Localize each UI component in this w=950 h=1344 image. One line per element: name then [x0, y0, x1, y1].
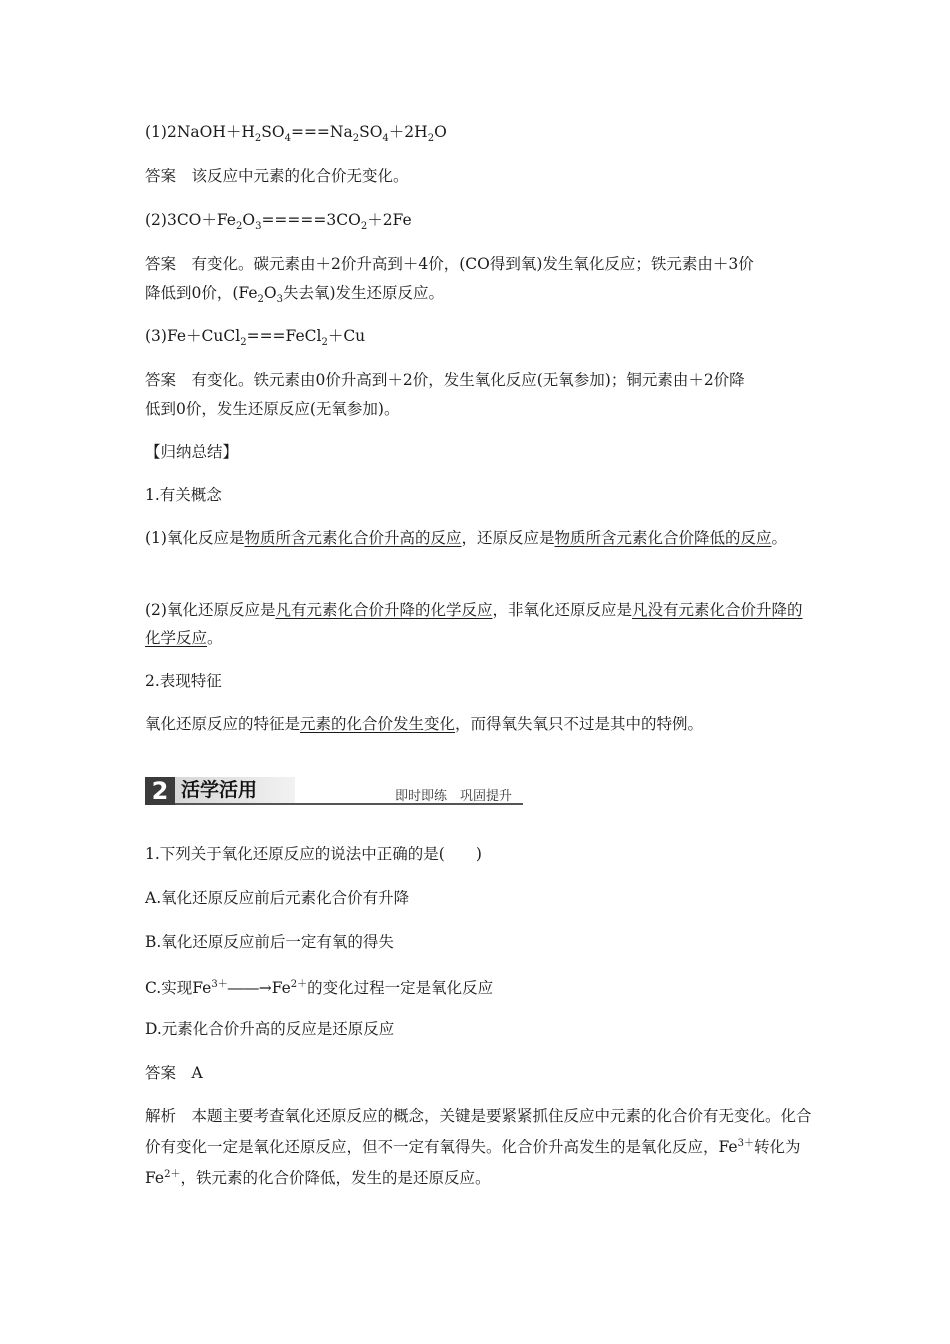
answer-2-line-1: 答案 有变化。碳元素由＋2价升高到＋4价，(CO得到氧)发生氧化反应；铁元素由＋3价	[145, 255, 754, 273]
features-heading: 2.表现特征	[145, 672, 222, 690]
concepts-heading: 1.有关概念	[145, 486, 222, 504]
concept-paragraph-2: (2)氧化还原反应是凡有元素化合价升降的化学反应，非氧化还原反应是凡没有元素化合价升降的化学反应。	[145, 601, 803, 647]
answer-3-line-1: 答案 有变化。铁元素由0价升高到＋2价，发生氧化反应(无氧参加)；铜元素由＋2价降	[145, 371, 745, 389]
question-answer: 答案 A	[145, 1064, 203, 1082]
equation-3: (3)Fe＋CuCl$_2$===FeCl$_2$＋Cu	[145, 327, 366, 349]
question-stem: 1.下列关于氧化还原反应的说法中正确的是( )	[145, 845, 482, 863]
section-subtitle: 即时即练 巩固提升	[395, 789, 513, 804]
option-b: B.氧化还原反应前后一定有氧的得失	[145, 933, 394, 951]
section-number-badge: 2	[145, 777, 175, 805]
answer-3-line-2: 低到0价，发生还原反应(无氧参加)。	[145, 400, 400, 418]
section-banner	[145, 777, 525, 807]
equation-1: $(1)2NaOH+H_2SO_4===Na_2SO_4+2H_2O$	[145, 123, 447, 145]
summary-heading: 【归纳总结】	[145, 443, 239, 461]
answer-1: 答案 该反应中元素的化合价无变化。	[145, 167, 409, 185]
option-a: A.氧化还原反应前后元素化合价有升降	[145, 889, 410, 907]
concept-paragraph-1: (1)氧化反应是物质所含元素化合价升高的反应，还原反应是物质所含元素化合价降低的反应。	[145, 529, 788, 547]
option-c: C.实现$Fe^{3+}――\to Fe^{2+}$的变化过程一定是氧化反应	[145, 979, 494, 998]
option-d: D.元素化合价升高的反应是还原反应	[145, 1020, 395, 1038]
section-title: 活学活用	[181, 779, 258, 801]
question-analysis: 解析 本题主要考查氧化还原反应的概念，关键是要紧紧抓住反应中元素的化合价有无变化。化合价有变化一定是氧化还原反应，但不一定有氧得失。化合价升高发生的是氧化反应，$Fe^{3+}$转化为$Fe^{2+}$，铁元素的化合价降低，发生的是还原反应。	[145, 1107, 812, 1188]
equation-2: $(2)3CO+Fe_2O_3=====3CO_2+2Fe$	[145, 211, 412, 233]
features-paragraph: 氧化还原反应的特征是元素的化合价发生变化，而得氧失氧只不过是其中的特例。	[145, 715, 704, 733]
answer-2-line-2: 降低到0价，($Fe_2O_3$失去氧)发生还原反应。	[145, 284, 445, 306]
